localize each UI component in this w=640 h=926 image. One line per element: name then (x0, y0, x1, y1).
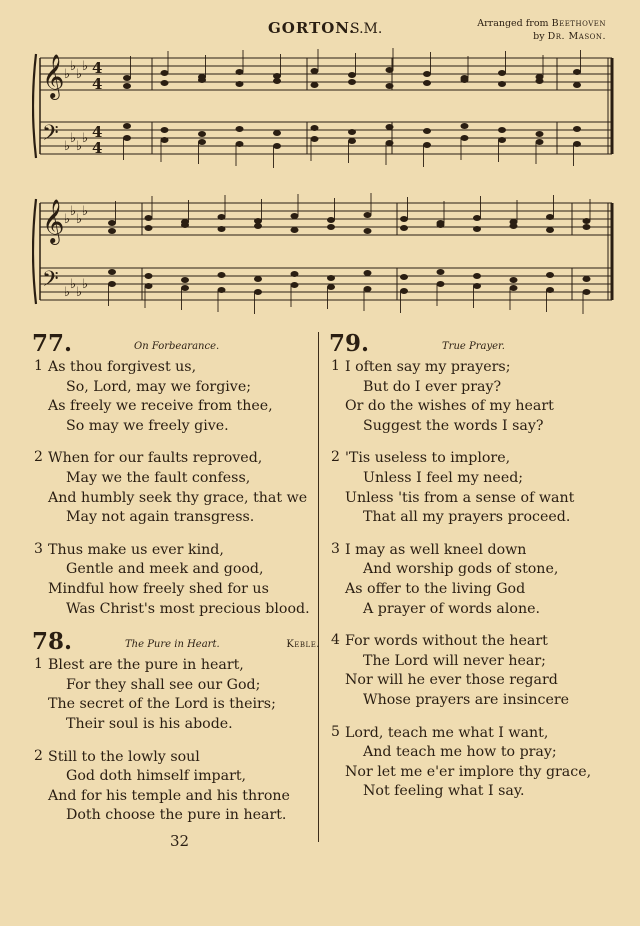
hymn-78 (30, 628, 320, 826)
verse-line: As freely we receive from thee, (48, 398, 273, 415)
note-head (327, 224, 335, 230)
note-head (291, 227, 299, 233)
verse-line: I often say my prayers; (345, 359, 511, 375)
note-head (498, 81, 506, 87)
verse-line: For they shall see our God; (66, 676, 261, 693)
note-head (473, 215, 481, 221)
note-head (437, 269, 445, 275)
flat-sign: ♭ (82, 59, 89, 74)
verse-line: The secret of the Lord is theirs; (48, 696, 276, 713)
note-head (583, 289, 591, 295)
verse-line: Still to the lowly soul (48, 748, 200, 765)
note-head (510, 223, 518, 229)
note-head (348, 79, 356, 85)
note-head (348, 72, 356, 78)
brace (33, 199, 36, 304)
verse-line: Unless 'tis from a sense of want (345, 489, 575, 506)
flat-sign: ♭ (76, 285, 83, 300)
note-head (573, 126, 581, 132)
verse-line: Was Christ's most precious blood. (66, 600, 310, 617)
verse-line: And humbly seek thy grace, that we (48, 489, 308, 506)
verse (327, 724, 627, 802)
page-number: 32 (170, 832, 190, 850)
note-head (145, 283, 153, 289)
hymn-77 (30, 330, 320, 619)
note-head (145, 225, 153, 231)
flat-sign: ♭ (82, 204, 89, 219)
hymn-number: 78. (32, 628, 73, 656)
note-head (311, 125, 319, 131)
note-head (161, 127, 169, 133)
note-head (218, 272, 226, 278)
verse-line: And worship gods of stone, (363, 561, 559, 578)
verse-line: Or do the wishes of my heart (345, 398, 554, 415)
note-head (423, 80, 431, 86)
verse-line: Doth choose the pure in heart. (66, 807, 287, 824)
flat-sign: ♭ (64, 139, 71, 154)
note-head (510, 285, 518, 291)
verse-line: Unless I feel my need; (363, 469, 524, 486)
note-head (546, 214, 554, 220)
note-head (254, 276, 262, 282)
verse-line: Nor let me e'er implore thy grace, (345, 763, 592, 780)
time-signature-top: 4 (92, 59, 103, 77)
time-signature-top: 4 (92, 123, 103, 141)
verse-line: Gentle and meek and good, (66, 561, 264, 578)
flat-sign: ♭ (82, 131, 89, 146)
note-head (291, 271, 299, 277)
note-head (123, 135, 131, 141)
note-head (181, 277, 189, 283)
note-head (198, 77, 206, 83)
flat-sign: ♭ (76, 67, 83, 82)
note-head (386, 83, 394, 89)
verse (327, 541, 627, 619)
note-head (364, 270, 372, 276)
verse-line: Thus make us ever kind, (48, 541, 224, 558)
time-signature-bottom: 4 (92, 75, 103, 93)
verse-line: For words without the heart (345, 633, 548, 650)
note-head (461, 135, 469, 141)
verse-line: 'Tis useless to implore, (345, 450, 511, 467)
verse-number: 5 (331, 723, 340, 740)
bass-clef: 𝄢 (42, 267, 59, 297)
note-head (348, 138, 356, 144)
hymn-subtitle: The Pure in Heart. (125, 639, 220, 651)
verse-number: 3 (34, 540, 43, 557)
note-head (218, 287, 226, 293)
note-head (386, 67, 394, 73)
note-head (161, 70, 169, 76)
flat-sign: ♭ (70, 131, 77, 146)
note-head (546, 227, 554, 233)
note-head (400, 216, 408, 222)
verse-line: That all my prayers proceed. (363, 509, 571, 526)
verse-line: As thou forgivest us, (48, 359, 197, 375)
note-head (498, 137, 506, 143)
note-head (236, 141, 244, 147)
verse-line: May not again transgress. (66, 509, 255, 526)
flat-sign: ♭ (76, 139, 83, 154)
hymn-subtitle: On Forbearance. (134, 341, 220, 352)
verse-number: 3 (331, 540, 340, 557)
flat-sign: ♭ (76, 212, 83, 227)
verse-line: May we the fault confess, (66, 469, 251, 486)
hymn-author: Keble. (286, 639, 320, 651)
note-head (327, 275, 335, 281)
music-score (32, 48, 616, 318)
verse (327, 632, 627, 710)
verse-number: 2 (34, 747, 43, 764)
arranger-credit: Arranged from Beethoven by Dr. Mason. (477, 18, 606, 42)
left-column (30, 330, 320, 839)
verse (30, 358, 320, 436)
note-head (573, 141, 581, 147)
note-head (364, 286, 372, 292)
note-head (348, 129, 356, 135)
verse (30, 656, 320, 734)
verse-number: 2 (34, 449, 43, 466)
flat-sign: ♭ (64, 285, 71, 300)
note-head (510, 277, 518, 283)
note-head (161, 137, 169, 143)
note-head (423, 128, 431, 134)
note-head (236, 69, 244, 75)
verse-line: And teach me how to pray; (363, 744, 557, 761)
note-head (386, 140, 394, 146)
note-head (291, 213, 299, 219)
hymn-subtitle: True Prayer. (442, 341, 505, 352)
note-head (291, 282, 299, 288)
note-head (573, 82, 581, 88)
note-head (161, 80, 169, 86)
hymn-number: 79. (329, 330, 370, 357)
tune-title: GORTON. (268, 19, 356, 37)
note-head (218, 226, 226, 232)
flat-sign: ♭ (64, 67, 71, 82)
note-head (583, 218, 591, 224)
note-head (423, 71, 431, 77)
treble-clef: 𝄞 (42, 54, 65, 98)
note-head (108, 269, 116, 275)
treble-clef: 𝄞 (42, 199, 65, 243)
note-head (437, 281, 445, 287)
note-head (254, 289, 262, 295)
note-head (236, 81, 244, 87)
note-head (437, 222, 445, 228)
note-head (536, 131, 544, 137)
note-head (498, 70, 506, 76)
note-head (573, 69, 581, 75)
verse (30, 449, 320, 527)
verse-line: I may as well kneel down (345, 541, 527, 558)
note-head (546, 287, 554, 293)
verse-line: Suggest the words I say? (363, 417, 544, 434)
note-head (386, 124, 394, 130)
verse-line: Their soul is his abode. (66, 715, 233, 732)
verse (327, 449, 627, 527)
verse-line: And for his temple and his throne (48, 787, 290, 804)
flat-sign: ♭ (70, 59, 77, 74)
hymn-79 (327, 330, 627, 802)
hymn-number: 77. (32, 330, 73, 357)
note-head (461, 77, 469, 83)
verse-line: When for our faults reproved, (48, 450, 263, 467)
note-head (273, 78, 281, 84)
note-head (198, 139, 206, 145)
note-head (461, 123, 469, 129)
note-head (218, 214, 226, 220)
flat-sign: ♭ (64, 212, 71, 227)
note-head (145, 215, 153, 221)
time-signature-bottom: 4 (92, 139, 103, 157)
verse-line: So, Lord, may we forgive; (66, 378, 251, 395)
note-head (311, 68, 319, 74)
verse-line: But do I ever pray? (363, 378, 502, 395)
note-head (273, 130, 281, 136)
verse-line: Lord, teach me what I want, (345, 724, 549, 741)
note-head (108, 228, 116, 234)
verse-line: Nor will he ever those regard (345, 672, 558, 689)
brace (33, 54, 36, 158)
note-head (400, 274, 408, 280)
verse-line: Whose prayers are insincere (363, 691, 570, 708)
note-head (536, 139, 544, 145)
verse-number: 1 (34, 358, 43, 374)
verse-line: A prayer of words alone. (363, 600, 541, 617)
note-head (273, 143, 281, 149)
verse-line: God doth himself impart, (66, 768, 247, 785)
note-head (327, 217, 335, 223)
note-head (123, 123, 131, 129)
note-head (364, 212, 372, 218)
tune-meter: S.M. (350, 21, 383, 37)
note-head (181, 285, 189, 291)
verse-line: So may we freely give. (66, 417, 229, 434)
right-column (327, 330, 627, 815)
note-head (473, 283, 481, 289)
note-head (498, 127, 506, 133)
note-head (583, 224, 591, 230)
verse-line: The Lord will never hear; (363, 652, 546, 669)
note-head (583, 276, 591, 282)
verse (327, 358, 627, 436)
verse-line: Blest are the pure in heart, (48, 657, 244, 674)
note-head (423, 142, 431, 148)
note-head (364, 228, 372, 234)
verse-line: Mindful how freely shed for us (48, 580, 269, 597)
note-head (108, 220, 116, 226)
note-head (311, 82, 319, 88)
verse-number: 1 (331, 358, 340, 374)
note-head (108, 281, 116, 287)
flat-sign: ♭ (70, 204, 77, 219)
verse-number: 4 (331, 632, 340, 649)
note-head (311, 136, 319, 142)
note-head (145, 273, 153, 279)
verse (30, 748, 320, 826)
note-head (123, 75, 131, 81)
note-head (181, 222, 189, 228)
verse-number: 2 (331, 449, 340, 466)
note-head (546, 272, 554, 278)
note-head (400, 225, 408, 231)
verse-line: Not feeling what I say. (363, 783, 525, 800)
note-head (123, 83, 131, 89)
note-head (473, 226, 481, 232)
note-head (473, 273, 481, 279)
note-head (536, 78, 544, 84)
verse-number: 1 (34, 656, 43, 673)
note-head (400, 288, 408, 294)
note-head (198, 131, 206, 137)
note-head (327, 284, 335, 290)
note-head (236, 126, 244, 132)
verse (30, 541, 320, 619)
flat-sign: ♭ (70, 277, 77, 292)
bass-clef: 𝄢 (42, 121, 59, 151)
flat-sign: ♭ (82, 277, 89, 292)
note-head (254, 223, 262, 229)
verse-line: As offer to the living God (345, 580, 526, 597)
